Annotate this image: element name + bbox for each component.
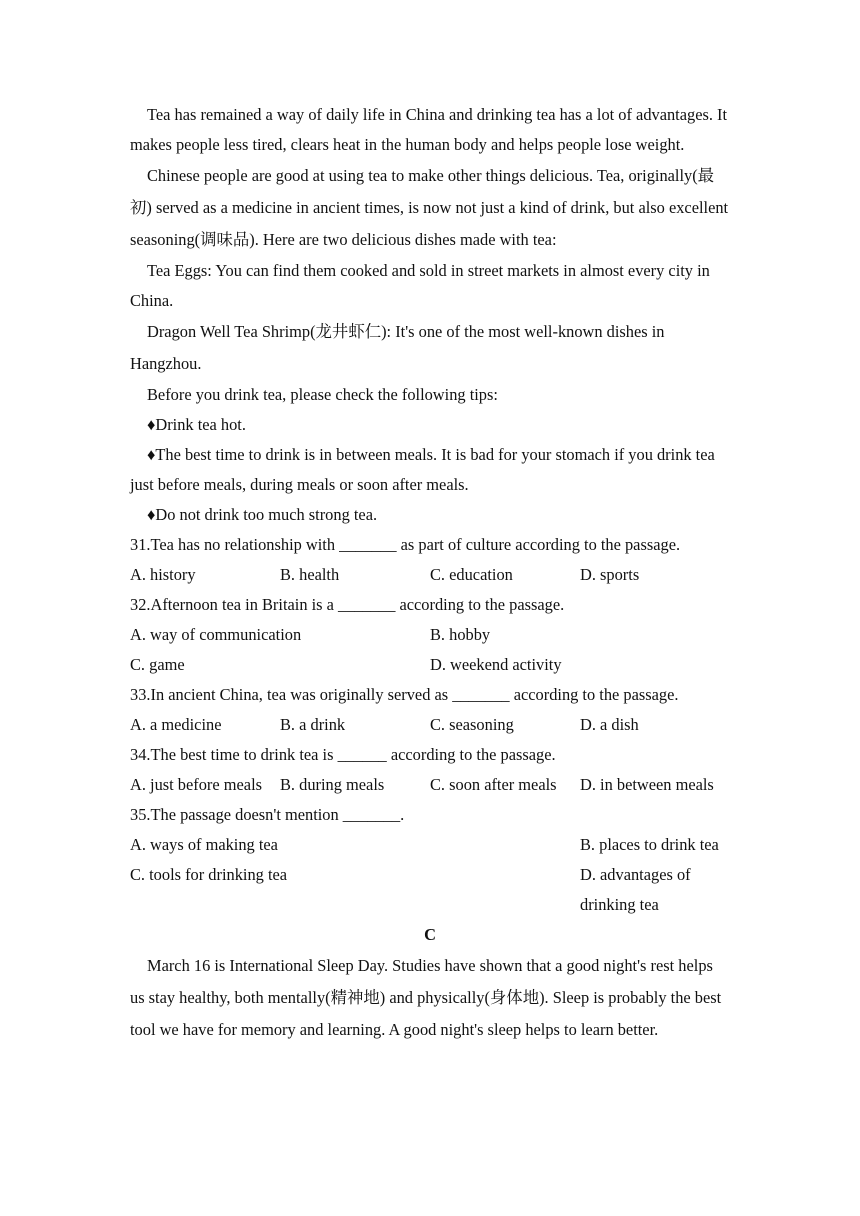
paragraph-tea-shrimp: Dragon Well Tea Shrimp(龙井虾仁): It's one of the most well-known dishes in Hangzhou.	[130, 322, 665, 373]
option-d: D. advantages of drinking tea	[580, 865, 691, 914]
section-heading: C	[424, 925, 436, 944]
question-32-stem: 32.Afternoon tea in Britain is a _______ according to the passage.	[130, 595, 565, 614]
paragraph-tea-seasoning: Chinese people are good at using tea to make other things delicious. Tea, originally(最初) served as a medicine in ancient times, is now not just a kind of drink, but also excellent seasoning(调味品). Here are two delicious dishes made with tea:	[130, 166, 729, 249]
question-34-stem: 34.The best time to drink tea is ______ according to the passage.	[130, 745, 556, 764]
question-34-options	[130, 770, 730, 800]
option-c: C. tools for drinking tea	[130, 865, 288, 884]
question-33-stem: 33.In ancient China, tea was originally served as _______ according to the passage.	[130, 685, 679, 704]
option-c: C. seasoning	[430, 715, 514, 734]
option-a: A. a medicine	[130, 715, 222, 734]
document-page	[130, 100, 730, 1046]
option-b: B. places to drink tea	[580, 835, 719, 854]
option-b: B. during meals	[280, 775, 385, 794]
option-b: B. a drink	[280, 715, 346, 734]
question-31-options	[130, 560, 730, 590]
option-a: A. way of communication	[130, 625, 302, 644]
option-c: C. education	[430, 565, 513, 584]
question-35-stem: 35.The passage doesn't mention _______.	[130, 805, 405, 824]
option-c: C. game	[130, 655, 185, 674]
question-31-stem: 31.Tea has no relationship with _______ as part of culture according to the passage.	[130, 535, 681, 554]
question-35-options	[130, 830, 730, 920]
paragraph-tea-advantages: Tea has remained a way of daily life in China and drinking tea has a lot of advantages. It makes people less tired, clears heat in the human body and helps people lose weight.	[130, 105, 728, 154]
option-d: D. in between meals	[580, 775, 714, 794]
option-b: B. hobby	[430, 625, 491, 644]
question-33-options	[130, 710, 730, 740]
option-a: A. history	[130, 565, 196, 584]
option-d: D. weekend activity	[430, 655, 562, 674]
option-d: D. a dish	[580, 715, 639, 734]
tip-item: ♦Drink tea hot.	[147, 415, 246, 434]
option-d: D. sports	[580, 565, 640, 584]
option-c: C. soon after meals	[430, 775, 557, 794]
paragraph-tea-eggs: Tea Eggs: You can find them cooked and sold in street markets in almost every city in China.	[130, 261, 710, 310]
tip-item: ♦Do not drink too much strong tea.	[147, 505, 378, 524]
tip-item: ♦The best time to drink is in between meals. It is bad for your stomach if you drink tea just before meals, during meals or soon after meals.	[130, 445, 715, 494]
option-b: B. health	[280, 565, 340, 584]
question-32-options	[130, 620, 730, 680]
paragraph-sleep-day: March 16 is International Sleep Day. Studies have shown that a good night's rest helps us stay healthy, both mentally(精神地) and physically(身体地). Sleep is probably the best tool we have for memory and learning. A good night's sleep helps to learn better.	[130, 956, 722, 1039]
option-a: A. ways of making tea	[130, 835, 278, 854]
option-a: A. just before meals	[130, 775, 262, 794]
paragraph-tips-intro: Before you drink tea, please check the following tips:	[147, 385, 498, 404]
